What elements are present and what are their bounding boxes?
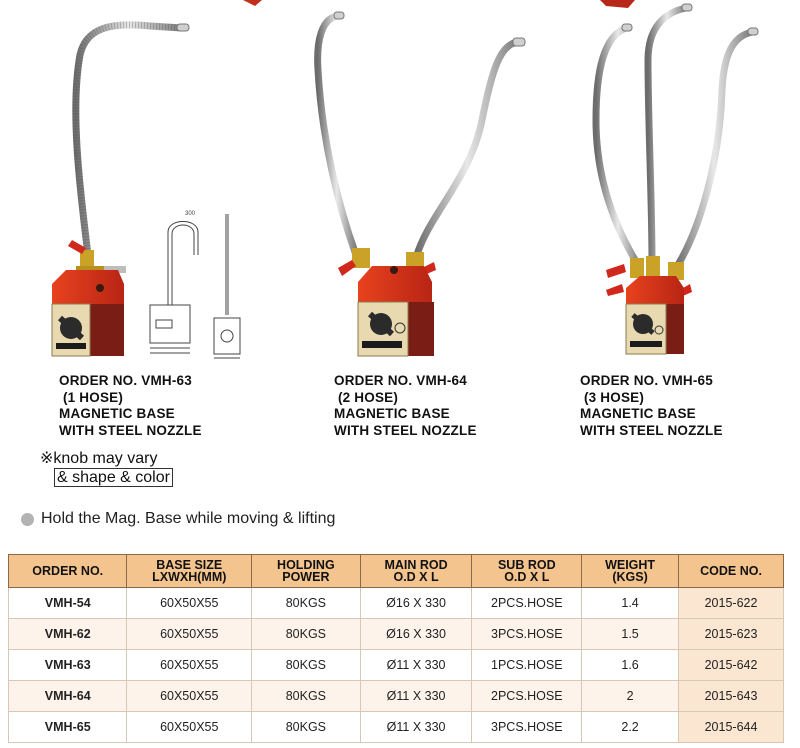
- table-cell: 60X50X55: [127, 650, 252, 681]
- caption-line: ORDER NO. VMH-65: [580, 373, 713, 388]
- table-cell: Ø16 X 330: [360, 619, 472, 650]
- caption-line: WITH STEEL NOZZLE: [580, 422, 723, 438]
- vmh-64-illustration: [318, 12, 525, 356]
- table-row: [9, 588, 784, 619]
- column-header: HOLDING POWER: [252, 555, 361, 588]
- table-cell: 2PCS.HOSE: [472, 681, 582, 712]
- column-header: SUB ROD O.D X L: [472, 555, 582, 588]
- table-cell: 2015-622: [679, 588, 784, 619]
- table-cell: VMH-63: [9, 650, 127, 681]
- column-header: ORDER NO.: [9, 555, 127, 588]
- table-cell: 2015-644: [679, 712, 784, 743]
- table-cell: 80KGS: [252, 619, 361, 650]
- table-cell: Ø11 X 330: [360, 681, 472, 712]
- caption-line: MAGNETIC BASE: [334, 406, 450, 421]
- table-cell: 80KGS: [252, 712, 361, 743]
- table-cell: VMH-54: [9, 588, 127, 619]
- table-cell: Ø16 X 330: [360, 588, 472, 619]
- table-cell: 2.2: [582, 712, 679, 743]
- table-cell: 3PCS.HOSE: [472, 712, 582, 743]
- table-cell: 2: [582, 681, 679, 712]
- caption-line: (2 HOSE): [334, 389, 399, 405]
- vmh-65-illustration: [596, 4, 758, 354]
- table-body: [9, 588, 784, 743]
- table-row: [9, 650, 784, 681]
- column-header: CODE NO.: [679, 555, 784, 588]
- column-header: BASE SIZE LXWXH(MM): [127, 555, 252, 588]
- table-cell: 2015-623: [679, 619, 784, 650]
- caption-line: ORDER NO. VMH-64: [334, 373, 467, 388]
- table-row: [9, 681, 784, 712]
- note-line-2: & shape & color: [54, 468, 173, 487]
- caption-line: MAGNETIC BASE: [580, 406, 696, 421]
- table-cell: 80KGS: [252, 650, 361, 681]
- table-cell: 60X50X55: [127, 588, 252, 619]
- vmh-63-technical-drawing: [150, 211, 240, 358]
- table-cell: 3PCS.HOSE: [472, 619, 582, 650]
- caption-line: WITH STEEL NOZZLE: [334, 422, 477, 438]
- caption-line: (3 HOSE): [580, 389, 645, 405]
- caption-line: ORDER NO. VMH-63: [59, 373, 192, 388]
- table-cell: 2015-642: [679, 650, 784, 681]
- table-cell: 1.5: [582, 619, 679, 650]
- column-header: WEIGHT (KGS): [582, 555, 679, 588]
- table-cell: 2015-643: [679, 681, 784, 712]
- caption-line: MAGNETIC BASE: [59, 406, 175, 421]
- knob-note: [40, 449, 173, 487]
- spec-table: [8, 554, 784, 743]
- caption-vmh-65: [580, 373, 723, 439]
- bullet-text: Hold the Mag. Base while moving & lifting: [41, 510, 336, 527]
- table-cell: 1.4: [582, 588, 679, 619]
- caption-vmh-63: [59, 373, 202, 439]
- vmh-63-illustration: [52, 24, 189, 356]
- table-cell: VMH-65: [9, 712, 127, 743]
- table-cell: VMH-62: [9, 619, 127, 650]
- table-cell: 60X50X55: [127, 681, 252, 712]
- table-row: [9, 619, 784, 650]
- caption-vmh-64: [334, 373, 477, 439]
- note-line-1: ※knob may vary: [40, 450, 158, 467]
- column-header: MAIN ROD O.D X L: [360, 555, 472, 588]
- table-cell: 2PCS.HOSE: [472, 588, 582, 619]
- table-header-row: [9, 555, 784, 588]
- table-cell: 60X50X55: [127, 712, 252, 743]
- product-illustrations: [0, 0, 800, 370]
- caption-line: (1 HOSE): [59, 389, 124, 405]
- table-row: [9, 712, 784, 743]
- caption-line: WITH STEEL NOZZLE: [59, 422, 202, 438]
- table-cell: 60X50X55: [127, 619, 252, 650]
- table-cell: 80KGS: [252, 681, 361, 712]
- table-cell: Ø11 X 330: [360, 650, 472, 681]
- table-cell: 80KGS: [252, 588, 361, 619]
- svg-text:300: 300: [185, 211, 196, 217]
- table-cell: Ø11 X 330: [360, 712, 472, 743]
- handling-bullet: [21, 510, 335, 528]
- table-cell: VMH-64: [9, 681, 127, 712]
- table-cell: 1.6: [582, 650, 679, 681]
- table-cell: 1PCS.HOSE: [472, 650, 582, 681]
- bullet-dot-icon: [21, 513, 34, 526]
